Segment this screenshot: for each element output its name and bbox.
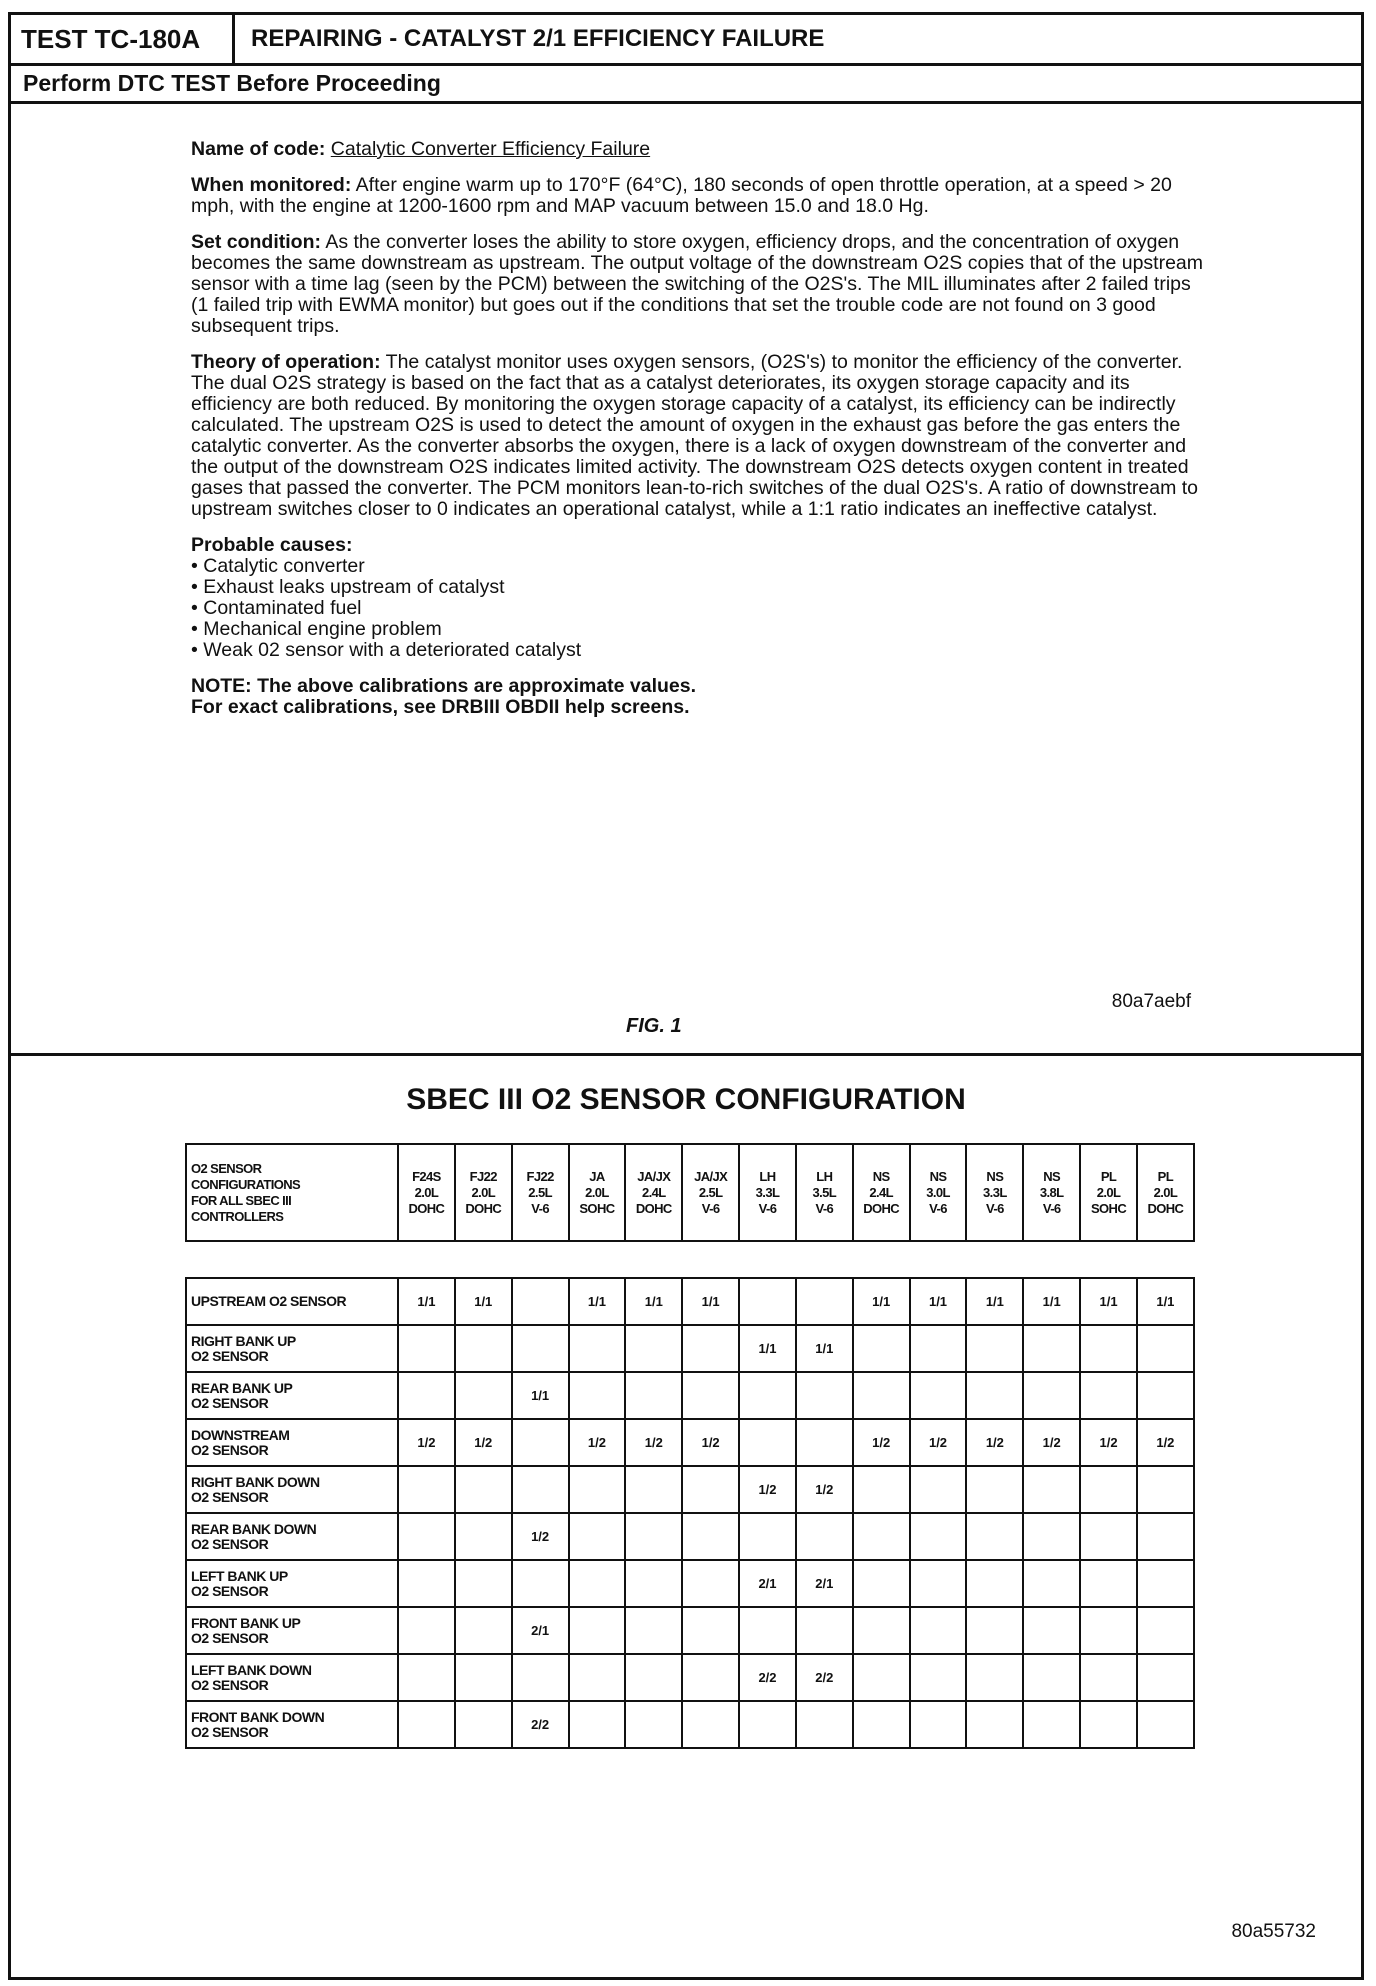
table-cell	[1023, 1325, 1080, 1372]
table-cell: 1/2	[739, 1466, 796, 1513]
monitored-text: After engine warm up to 170°F (64°C), 180 seconds of open throttle operation, at a speed > 20 mph, with the engine at 1200-1600 rpm and MAP vacuum between 15.0 and 18.0 Hg.	[191, 174, 1172, 217]
table-cell: 1/2	[853, 1419, 910, 1466]
table-cell	[853, 1654, 910, 1701]
table-cell	[1080, 1466, 1137, 1513]
probable-causes	[191, 535, 1211, 661]
table-cell	[569, 1701, 626, 1748]
page-subtitle: Perform DTC TEST Before Proceeding	[11, 63, 1361, 104]
table-cell	[739, 1372, 796, 1419]
column-header-line: V-6	[531, 1200, 549, 1216]
table-cell	[1137, 1701, 1194, 1748]
table-cell	[1023, 1513, 1080, 1560]
table-cell	[398, 1325, 455, 1372]
theory-label: Theory of operation:	[191, 351, 381, 373]
table-cell	[682, 1513, 739, 1560]
row-label-line: O2 SENSOR	[191, 1582, 269, 1599]
table-cell: 2/1	[739, 1560, 796, 1607]
table-cell	[682, 1701, 739, 1748]
column-header	[1137, 1144, 1194, 1241]
column-header-line: 2.5L	[698, 1184, 723, 1200]
column-header-line: DOHC	[863, 1200, 900, 1216]
table-cell	[853, 1701, 910, 1748]
table-cell	[1023, 1466, 1080, 1513]
table-cell	[966, 1513, 1023, 1560]
table-cell	[1080, 1654, 1137, 1701]
table-cell: 1/2	[569, 1419, 626, 1466]
list-item: • Weak 02 sensor with a deteriorated catalyst	[191, 639, 582, 661]
table-cell	[910, 1513, 967, 1560]
table-cell	[398, 1372, 455, 1419]
row-label	[186, 1278, 398, 1325]
column-header	[682, 1144, 739, 1241]
table-cell: 2/2	[512, 1701, 569, 1748]
column-header-line: F24S	[412, 1168, 441, 1184]
table-cell	[398, 1466, 455, 1513]
table-cell	[910, 1372, 967, 1419]
table-cell	[966, 1607, 1023, 1654]
table-cell: 1/2	[796, 1466, 853, 1513]
column-header-line: 2.0L	[414, 1184, 439, 1200]
table-row	[186, 1419, 1194, 1466]
column-header-line: DOHC	[635, 1200, 672, 1216]
table-cell	[1023, 1372, 1080, 1419]
row-label-line: REAR BANK DOWN	[191, 1520, 317, 1537]
table-cell	[1023, 1607, 1080, 1654]
row-label-line: O2 SENSOR	[191, 1723, 269, 1740]
row-label-line: LEFT BANK DOWN	[191, 1661, 312, 1678]
row-label	[186, 1607, 398, 1654]
table-cell	[739, 1607, 796, 1654]
table-cell: 1/2	[1080, 1419, 1137, 1466]
table-cell	[455, 1701, 512, 1748]
table-cell	[966, 1372, 1023, 1419]
column-header-line: PL	[1157, 1168, 1174, 1184]
table-cell: 1/2	[398, 1419, 455, 1466]
corner-label-line: CONTROLLERS	[191, 1208, 284, 1224]
table-cell: 1/1	[512, 1372, 569, 1419]
table-cell	[455, 1466, 512, 1513]
column-header	[625, 1144, 682, 1241]
column-header-line: 2.4L	[869, 1184, 893, 1200]
row-label	[186, 1654, 398, 1701]
section-divider	[11, 1053, 1361, 1056]
theory-text: The catalyst monitor uses oxygen sensors, (O2S's) to monitor the efficiency of the converter. The dual O2S strategy is based on the fact that as a catalyst deteriorates, its oxygen storage capacity and its efficiency are both reduced. By monitoring the oxygen storage capacity of a catalyst, its efficiency can be indirectly calculated. The upstream O2S is used to detect the amount of oxygen in the exhaust gas before the gas enters the catalytic converter. As the converter absorbs the oxygen, there is a lack of oxygen downstream of the converter and the output of the downstream O2S indicates limited activity. The downstream O2S detects oxygen content in treated gases that passed the converter. The PCM monitors lean-to-rich switches of the dual O2S's. A ratio of downstream to upstream switches closer to 0 indicates an operational catalyst, while a 1:1 ratio indicates an ineffective catalyst.	[191, 351, 1199, 520]
column-header-line: 2.0L	[585, 1184, 609, 1200]
theory-of-operation	[191, 352, 1211, 520]
table-cell	[455, 1607, 512, 1654]
row-label	[186, 1466, 398, 1513]
table-cell	[455, 1513, 512, 1560]
table-cell: 1/2	[910, 1419, 967, 1466]
table-cell	[1137, 1325, 1194, 1372]
table-cell	[966, 1325, 1023, 1372]
column-header-line: JA	[589, 1168, 605, 1184]
table-cell	[398, 1701, 455, 1748]
table-cell	[1080, 1701, 1137, 1748]
table-cell	[625, 1466, 682, 1513]
row-label-line: O2 SENSOR	[191, 1394, 269, 1411]
name-label: Name of code:	[191, 138, 326, 160]
table-row	[186, 1372, 1194, 1419]
table-cell	[739, 1419, 796, 1466]
column-header-line: 2.0L	[1153, 1184, 1178, 1200]
table-cell	[625, 1513, 682, 1560]
row-label-line: DOWNSTREAM	[191, 1426, 290, 1443]
table-cell	[796, 1278, 853, 1325]
row-label-line: REAR BANK UP	[191, 1379, 293, 1396]
column-header-line: V-6	[758, 1200, 777, 1216]
column-header-line: 2.0L	[1096, 1184, 1121, 1200]
list-item: • Exhaust leaks upstream of catalyst	[191, 576, 505, 598]
table-cell: 1/1	[625, 1278, 682, 1325]
table-cell	[569, 1560, 626, 1607]
table-cell	[910, 1607, 967, 1654]
table-cell: 1/1	[1137, 1278, 1194, 1325]
causes-list	[191, 556, 1211, 661]
header-bar	[11, 15, 1361, 66]
column-header	[398, 1144, 455, 1241]
table-cell	[682, 1325, 739, 1372]
table-row	[186, 1513, 1194, 1560]
table-cell	[1137, 1654, 1194, 1701]
document-frame	[8, 12, 1364, 1980]
table-cell	[512, 1560, 569, 1607]
set-condition	[191, 232, 1211, 337]
table-cell	[796, 1419, 853, 1466]
corner-label	[186, 1144, 398, 1241]
column-header-line: FJ22	[469, 1168, 497, 1184]
table-cell: 1/1	[910, 1278, 967, 1325]
table-cell: 1/2	[625, 1419, 682, 1466]
column-header-line: V-6	[986, 1200, 1004, 1216]
column-header-line: SOHC	[1090, 1200, 1127, 1216]
name-value: Catalytic Converter Efficiency Failure	[330, 138, 651, 160]
table-cell	[682, 1607, 739, 1654]
table-row	[186, 1325, 1194, 1372]
table-cell	[739, 1513, 796, 1560]
table-cell	[398, 1513, 455, 1560]
causes-label: Probable causes:	[191, 534, 353, 556]
table-cell	[853, 1607, 910, 1654]
row-label-line: RIGHT BANK DOWN	[191, 1473, 320, 1490]
column-header-line: NS	[929, 1168, 947, 1184]
table-cell: 1/1	[398, 1278, 455, 1325]
header-row	[186, 1144, 1194, 1241]
table-cell	[1137, 1372, 1194, 1419]
table-cell	[1080, 1325, 1137, 1372]
page-title: REPAIRING - CATALYST 2/1 EFFICIENCY FAILURE	[251, 25, 825, 52]
table-cell	[682, 1372, 739, 1419]
row-label	[186, 1560, 398, 1607]
table-row	[186, 1466, 1194, 1513]
note-line-1: NOTE: The above calibrations are approximate values.	[191, 675, 697, 697]
row-label-line: O2 SENSOR	[191, 1347, 269, 1364]
table-cell: 1/1	[966, 1278, 1023, 1325]
table-cell	[739, 1701, 796, 1748]
row-label-line: FRONT BANK DOWN	[191, 1708, 325, 1725]
table-cell	[569, 1654, 626, 1701]
config-title: SBEC III O2 SENSOR CONFIGURATION	[406, 1083, 966, 1116]
figure-code: 80a7aebf	[1111, 991, 1191, 1012]
row-label	[186, 1372, 398, 1419]
table-cell	[625, 1560, 682, 1607]
config-header-table	[185, 1143, 1195, 1242]
code-description	[191, 139, 1211, 718]
column-header-line: LH	[816, 1168, 833, 1184]
row-label-line: O2 SENSOR	[191, 1488, 269, 1505]
table-cell	[625, 1325, 682, 1372]
table-cell	[853, 1513, 910, 1560]
table-cell	[910, 1325, 967, 1372]
column-header-line: DOHC	[465, 1200, 502, 1216]
test-id: TEST TC-180A	[11, 15, 235, 63]
table-cell	[853, 1325, 910, 1372]
row-label	[186, 1701, 398, 1748]
table-cell	[966, 1466, 1023, 1513]
table-cell: 1/2	[682, 1419, 739, 1466]
table-cell	[398, 1560, 455, 1607]
column-header-line: 3.3L	[755, 1184, 780, 1200]
config-table	[185, 1277, 1195, 1749]
row-label-line: LEFT BANK UP	[191, 1567, 288, 1584]
row-label	[186, 1325, 398, 1372]
table-cell: 2/2	[739, 1654, 796, 1701]
table-row	[186, 1607, 1194, 1654]
row-label	[186, 1419, 398, 1466]
list-item: • Mechanical engine problem	[191, 618, 442, 640]
column-header-line: SOHC	[579, 1200, 615, 1216]
table-cell	[1080, 1513, 1137, 1560]
table-cell	[910, 1654, 967, 1701]
table-cell	[796, 1372, 853, 1419]
column-header	[853, 1144, 910, 1241]
note-line-2: For exact calibrations, see DRBIII OBDII help screens.	[191, 696, 690, 718]
column-header-line: LH	[759, 1168, 776, 1184]
column-header-line: V-6	[929, 1200, 947, 1216]
table-cell	[910, 1560, 967, 1607]
table-figure-code: 80a55732	[1231, 1921, 1316, 1942]
set-text: As the converter loses the ability to store oxygen, efficiency drops, and the concentration of oxygen becomes the same downstream as upstream. The output voltage of the downstream O2S copies that of the upstream sensor with a time lag (seen by the PCM) between the switching of the O2S's. The MIL illuminates after 2 failed trips (1 failed trip with EWMA monitor) but goes out if the conditions that set the trouble code are not found on 3 good subsequent trips.	[191, 231, 1204, 337]
table-cell	[455, 1372, 512, 1419]
table-cell	[910, 1701, 967, 1748]
column-header	[1023, 1144, 1080, 1241]
column-header-line: 2.0L	[471, 1184, 496, 1200]
row-label-line: FRONT BANK UP	[191, 1614, 301, 1631]
column-header-line: FJ22	[526, 1168, 554, 1184]
table-cell: 1/1	[853, 1278, 910, 1325]
table-cell: 1/2	[512, 1513, 569, 1560]
list-item: • Catalytic converter	[191, 555, 365, 577]
monitored-label: When monitored:	[191, 174, 352, 196]
column-header-line: JA/JX	[637, 1168, 671, 1184]
row-label-line: O2 SENSOR	[191, 1676, 269, 1693]
table-cell: 1/2	[1023, 1419, 1080, 1466]
table-cell	[625, 1654, 682, 1701]
row-label-line: O2 SENSOR	[191, 1629, 269, 1646]
table-cell	[569, 1372, 626, 1419]
figure-label: FIG. 1	[626, 1015, 682, 1037]
table-cell	[1023, 1654, 1080, 1701]
table-cell	[796, 1513, 853, 1560]
table-cell	[966, 1654, 1023, 1701]
table-cell	[1080, 1372, 1137, 1419]
table-cell	[625, 1607, 682, 1654]
column-header-line: 3.0L	[926, 1184, 950, 1200]
corner-label-line: FOR ALL SBEC III	[191, 1192, 292, 1208]
table-cell	[512, 1325, 569, 1372]
column-header-line: PL	[1100, 1168, 1117, 1184]
column-header-line: DOHC	[408, 1200, 445, 1216]
row-label-line: O2 SENSOR	[191, 1535, 269, 1552]
table-cell	[512, 1654, 569, 1701]
row-label	[186, 1513, 398, 1560]
column-header-line: V-6	[701, 1200, 720, 1216]
table-cell	[398, 1654, 455, 1701]
table-cell: 1/1	[1080, 1278, 1137, 1325]
table-cell: 1/1	[1023, 1278, 1080, 1325]
column-header-line: 3.3L	[983, 1184, 1007, 1200]
column-header	[966, 1144, 1023, 1241]
column-header-line: V-6	[1042, 1200, 1061, 1216]
table-cell	[512, 1278, 569, 1325]
table-cell	[1137, 1560, 1194, 1607]
column-header-line: DOHC	[1147, 1200, 1184, 1216]
table-cell: 1/1	[739, 1325, 796, 1372]
column-header-line: 2.5L	[528, 1184, 552, 1200]
table-cell	[853, 1466, 910, 1513]
table-cell	[1137, 1466, 1194, 1513]
table-cell	[682, 1466, 739, 1513]
table-cell	[455, 1654, 512, 1701]
table-cell: 1/2	[455, 1419, 512, 1466]
column-header-line: NS	[1043, 1168, 1061, 1184]
name-of-code	[191, 139, 1211, 160]
table-cell	[398, 1607, 455, 1654]
column-header	[455, 1144, 512, 1241]
column-header-line: NS	[986, 1168, 1004, 1184]
table-cell: 2/1	[796, 1560, 853, 1607]
table-cell	[682, 1560, 739, 1607]
column-header-line: 2.4L	[641, 1184, 666, 1200]
table-cell	[682, 1654, 739, 1701]
table-row	[186, 1560, 1194, 1607]
row-label-line: UPSTREAM O2 SENSOR	[191, 1293, 347, 1309]
table-cell: 1/1	[455, 1278, 512, 1325]
column-header	[1080, 1144, 1137, 1241]
set-label: Set condition:	[191, 231, 321, 253]
table-cell	[625, 1701, 682, 1748]
table-cell	[1080, 1560, 1137, 1607]
table-cell: 2/1	[512, 1607, 569, 1654]
table-cell	[966, 1701, 1023, 1748]
corner-label-line: CONFIGURATIONS	[191, 1176, 301, 1192]
table-cell	[512, 1466, 569, 1513]
table-cell	[625, 1372, 682, 1419]
table-row	[186, 1654, 1194, 1701]
table-cell	[1023, 1701, 1080, 1748]
table-cell	[455, 1560, 512, 1607]
row-label-line: RIGHT BANK UP	[191, 1332, 296, 1349]
column-header	[739, 1144, 796, 1241]
table-cell	[1137, 1607, 1194, 1654]
table-cell	[569, 1325, 626, 1372]
corner-label-line: O2 SENSOR	[191, 1160, 262, 1176]
table-cell	[512, 1419, 569, 1466]
table-row	[186, 1701, 1194, 1748]
table-cell	[910, 1466, 967, 1513]
column-header-line: NS	[872, 1168, 890, 1184]
table-cell: 1/1	[682, 1278, 739, 1325]
column-header	[512, 1144, 569, 1241]
table-cell: 1/1	[796, 1325, 853, 1372]
column-header	[569, 1144, 626, 1241]
table-cell	[569, 1607, 626, 1654]
table-cell	[796, 1701, 853, 1748]
table-cell	[1137, 1513, 1194, 1560]
table-cell	[853, 1372, 910, 1419]
column-header-line: V-6	[815, 1200, 834, 1216]
column-header	[796, 1144, 853, 1241]
column-header-line: 3.8L	[1039, 1184, 1064, 1200]
column-header	[910, 1144, 967, 1241]
table-row	[186, 1278, 1194, 1325]
table-cell: 1/2	[1137, 1419, 1194, 1466]
table-cell	[455, 1325, 512, 1372]
table-cell	[853, 1560, 910, 1607]
table-cell	[739, 1278, 796, 1325]
column-header-line: JA/JX	[694, 1168, 728, 1184]
column-header-line: 3.5L	[812, 1184, 837, 1200]
table-cell: 2/2	[796, 1654, 853, 1701]
table-cell	[966, 1560, 1023, 1607]
when-monitored	[191, 175, 1211, 217]
table-cell	[796, 1607, 853, 1654]
table-cell	[569, 1513, 626, 1560]
table-cell: 1/2	[966, 1419, 1023, 1466]
table-cell	[1023, 1560, 1080, 1607]
row-label-line: O2 SENSOR	[191, 1441, 269, 1458]
table-cell	[1080, 1607, 1137, 1654]
table-cell	[569, 1466, 626, 1513]
list-item: • Contaminated fuel	[191, 597, 362, 619]
table-cell: 1/1	[569, 1278, 626, 1325]
